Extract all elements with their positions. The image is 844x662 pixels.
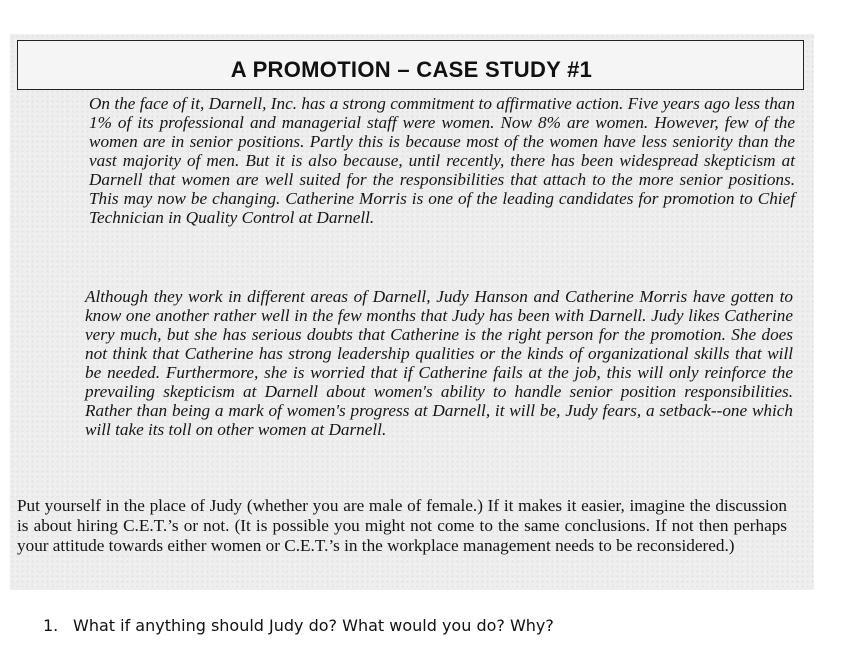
question-number: 1. <box>43 616 59 635</box>
instructions-paragraph: Put yourself in the place of Judy (whether you are male of female.) If it makes it easier, imagine the discussion is about hiring C.E.T.’s or not. (It is possible you might not come to the same conclusions. If not then perhaps your attitude towards either women or C.E.T.’s in the workplace management needs to be reconsidered.) <box>17 496 787 555</box>
question-text: What if anything should Judy do? What would you do? Why? <box>73 616 554 635</box>
case-paragraph-1: On the face of it, Darnell, Inc. has a strong commitment to affirmative action. Five years ago less than 1% of its professional and managerial staff were women. Now 8% are women. However, few of the women are in senior positions. Partly this is because most of the women have less seniority than the vast majority of men. But it is also because, until recently, there has been widespread skepticism at Darnell that women are well suited for the responsibilities that attach to the more senior positions. This may now be changing. Catherine Morris is one of the leading candidates for promotion to Chief Technician in Quality Control at Darnell. <box>89 94 795 227</box>
title-box <box>17 40 804 90</box>
question-1 <box>43 615 803 637</box>
document-title: A PROMOTION – CASE STUDY #1 <box>230 57 593 82</box>
case-paragraph-2: Although they work in different areas of Darnell, Judy Hanson and Catherine Morris have gotten to know one another rather well in the few months that Judy has been with Darnell. Judy likes Catherine very much, but she has serious doubts that Catherine is the right person for the promotion. She does not think that Catherine has strong leadership qualities or the kinds of organizational skills that will be needed. Furthermore, she is worried that if Catherine fails at the job, this will only reinforce the prevailing skepticism at Darnell about women's ability to handle senior position responsibilities. Rather than being a mark of women's progress at Darnell, it will be, Judy fears, a setback--one which will take its toll on other women at Darnell. <box>85 287 793 439</box>
